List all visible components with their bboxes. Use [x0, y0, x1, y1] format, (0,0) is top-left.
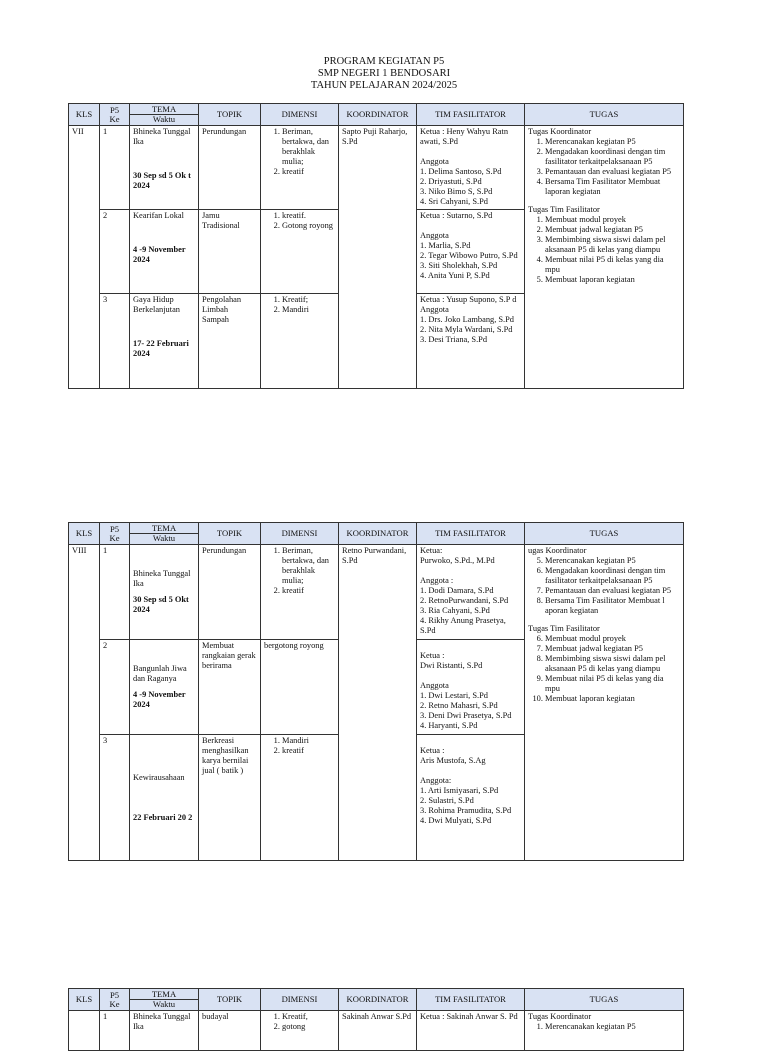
title-line-program: PROGRAM KEGIATAN P5	[323, 56, 445, 67]
tugas-item: 5. Membuat laporan kegiatan	[545, 275, 680, 285]
fasilitator-line: 4. Haryanti, S.Pd	[420, 721, 478, 730]
tema-cell	[130, 1011, 199, 1051]
tugas-koordinator-list	[528, 556, 680, 616]
fasilitator-line: 1. Delima Santoso, S.Pd	[420, 167, 502, 176]
tema-waktu: 30 Sep sd 5 Ok t 2024	[133, 171, 191, 190]
tugas-item: 5. Merencanakan kegiatan P5	[545, 556, 680, 566]
col-fasilitator: TIM FASILITATOR	[417, 104, 525, 126]
koordinator-cell: Sapto Puji Raharjo, S.Pd	[339, 126, 417, 389]
table-header	[69, 104, 684, 126]
dimensi-text: bergotong royong	[264, 641, 324, 650]
tugas-item: 7. Membuat jadwal kegiatan P5	[545, 644, 680, 654]
tugas-fasilitator-head: Tugas Tim Fasilitator	[528, 624, 600, 633]
dimensi-cell	[261, 735, 339, 861]
dimensi-item: 2. Mandiri	[282, 305, 335, 315]
fasilitator-line: Anggota	[420, 157, 449, 166]
koordinator-cell: Retno Purwandani, S.Pd	[339, 545, 417, 861]
table-row	[69, 126, 684, 210]
table-header	[69, 989, 684, 1011]
col-koordinator: KOORDINATOR	[339, 104, 417, 126]
fasilitator-line: 4. Anita Yuni P, S.Pd	[420, 271, 490, 280]
fasilitator-line: Purwoko, S.Pd., M.Pd	[420, 556, 495, 565]
dimensi-item: 1. Kreatif;	[282, 295, 335, 305]
fasilitator-cell	[417, 126, 525, 210]
kelas-cell: VIII	[69, 545, 100, 861]
tema-cell	[130, 294, 199, 389]
fasilitator-line: Aris Mustofa, S.Ag	[420, 756, 486, 765]
topik-cell: Membuat rangkaian gerak berirama	[199, 640, 261, 735]
dimensi-item: 1. Mandiri	[282, 736, 335, 746]
title-line-school: SMP NEGERI 1 BENDOSARI	[317, 68, 451, 79]
dimensi-cell	[261, 545, 339, 640]
spacer	[420, 736, 521, 746]
col-tema	[130, 523, 199, 545]
tugas-item: 1. Merencanakan kegiatan P5	[545, 1022, 680, 1032]
col-dimensi: DIMENSI	[261, 104, 339, 126]
col-koordinator: KOORDINATOR	[339, 523, 417, 545]
spacer	[420, 766, 521, 776]
dimensi-cell	[261, 210, 339, 294]
fasilitator-line: 2. Nita Myla Wardani, S.Pd	[420, 325, 513, 334]
col-p5ke-bot: Ke	[109, 113, 120, 124]
dimensi-list	[264, 127, 335, 177]
col-p5ke-top: P5	[109, 989, 120, 1000]
topik-cell: Berkreasi menghasilkan karya bernilai jual ( batik )	[199, 735, 261, 861]
tema-name: Kewirausahaan	[133, 772, 185, 782]
spacer	[420, 671, 521, 681]
tugas-item: 4. Bersama Tim Fasilitator Membuat laporan kegiatan	[545, 177, 680, 197]
p5-number-cell: 1	[100, 126, 130, 210]
dimensi-cell	[261, 640, 339, 735]
col-tugas: TUGAS	[525, 989, 684, 1011]
tema-name: Kearifan Lokal	[133, 211, 184, 220]
col-kls: KLS	[69, 989, 100, 1011]
dimensi-item: 2. kreatif	[282, 167, 335, 177]
col-tema-top: TEMA	[151, 104, 177, 114]
table-row	[69, 1011, 684, 1051]
tema-waktu: 4 -9 November 2024	[133, 245, 186, 264]
tugas-koordinator-block	[528, 127, 680, 197]
document-title	[0, 56, 768, 92]
col-topik: TOPIK	[199, 523, 261, 545]
fasilitator-line: 1. Arti Ismiyasari, S.Pd	[420, 786, 499, 795]
tugas-item: 6. Membuat modul proyek	[545, 634, 680, 644]
header-row	[69, 104, 684, 126]
dimensi-list	[264, 295, 335, 315]
fasilitator-line: 3. Niko Bimo S, S.Pd	[420, 187, 493, 196]
dimensi-item: 2. kreatif	[282, 746, 335, 756]
tugas-item: 8. Membimbing siswa siswi dalam pel aksanaan P5 di kelas yang diampu	[545, 654, 680, 674]
fasilitator-line: Anggota:	[420, 776, 452, 785]
tema-name: Gaya Hidup Berkelanjutan	[133, 295, 180, 314]
fasilitator-line: 2. RetnoPurwandani, S.Pd	[420, 596, 509, 605]
fasilitator-line: Ketua :	[420, 651, 445, 660]
tema-cell	[130, 210, 199, 294]
dimensi-item: 2. kreatif	[282, 586, 335, 596]
fasilitator-cell	[417, 210, 525, 294]
tugas-fasilitator-list	[528, 634, 680, 704]
dimensi-item: 2. Gotong royong	[282, 221, 335, 231]
tugas-fasilitator-block	[528, 205, 680, 285]
dimensi-cell	[261, 294, 339, 389]
dimensi-list	[264, 211, 335, 231]
fasilitator-line: 2. Retno Mahasri, S.Pd	[420, 701, 498, 710]
col-tema	[130, 989, 199, 1011]
col-dimensi: DIMENSI	[261, 989, 339, 1011]
col-fasilitator: TIM FASILITATOR	[417, 523, 525, 545]
fasilitator-cell	[417, 735, 525, 861]
col-p5ke	[100, 104, 130, 126]
tema-waktu: 22 Februari 20 2	[133, 812, 193, 822]
table-body	[69, 126, 684, 389]
tugas-item: 8. Bersama Tim Fasilitator Membuat l aporan kegiatan	[545, 596, 680, 616]
tema-waktu: 4 -9 November 2024	[133, 690, 186, 709]
col-p5ke-top: P5	[109, 104, 120, 115]
col-p5ke-bot: Ke	[109, 998, 120, 1009]
fasilitator-line: Anggota	[420, 231, 449, 240]
tugas-item: 7. Pemantauan dan evaluasi kegiatan P5	[545, 586, 680, 596]
p5-number-cell: 1	[100, 545, 130, 640]
topik-cell: budayal	[199, 1011, 261, 1051]
fasilitator-cell	[417, 545, 525, 640]
fasilitator-line: 1. Dwi Lestari, S.Pd	[420, 691, 488, 700]
header-row	[69, 523, 684, 545]
col-topik: TOPIK	[199, 104, 261, 126]
tugas-koordinator-head: Tugas Koordinator	[528, 127, 592, 136]
fasilitator-line: 4. Dwi Mulyati, S.Pd	[420, 816, 492, 825]
dimensi-item: 1. Kreatif,	[282, 1012, 335, 1022]
tema-name: Bhineka Tunggal Ika	[133, 1012, 191, 1031]
kelas-cell: VII	[69, 126, 100, 389]
p5-number-cell: 3	[100, 735, 130, 861]
dimensi-list	[264, 736, 335, 756]
col-topik: TOPIK	[199, 989, 261, 1011]
spacer	[420, 147, 521, 157]
tugas-cell	[525, 126, 684, 389]
p5-number-cell: 1	[100, 1011, 130, 1051]
dimensi-list	[264, 546, 335, 596]
col-tema	[130, 104, 199, 126]
col-tema-bot: Waktu	[130, 114, 198, 124]
fasilitator-line: 3. Ria Cahyani, S.Pd	[420, 606, 490, 615]
tugas-item: 3. Membimbing siswa siswi dalam pel aksanaan P5 di kelas yang diampu	[545, 235, 680, 255]
fasilitator-line: 3. Desi Triana, S.Pd	[420, 335, 488, 344]
fasilitator-line: Ketua :	[420, 746, 445, 755]
spacer	[420, 641, 521, 651]
col-kls: KLS	[69, 104, 100, 126]
dimensi-item: 2. gotong	[282, 1022, 335, 1032]
fasilitator-line: 3. Siti Sholekhah, S.Pd	[420, 261, 498, 270]
fasilitator-line: 1. Dodi Damara, S.Pd	[420, 586, 494, 595]
fasilitator-line: 1. Drs. Joko Lambang, S.Pd	[420, 315, 514, 324]
col-tema-top: TEMA	[151, 523, 177, 533]
tugas-item: 3. Pemantauan dan evaluasi kegiatan P5	[545, 167, 680, 177]
col-p5ke-bot: Ke	[109, 532, 120, 543]
p5-program-table-viii	[68, 522, 684, 861]
tema-cell	[130, 640, 199, 735]
fasilitator-line: 3. Deni Dwi Prasetya, S.Pd	[420, 711, 512, 720]
tema-waktu: 30 Sep sd 5 Okt 2024	[133, 595, 189, 614]
koordinator-cell: Sakinah Anwar S.Pd	[339, 1011, 417, 1051]
tugas-fasilitator-list	[528, 215, 680, 285]
fasilitator-line: 4. Rikhy Anung Prasetya, S.Pd	[420, 616, 506, 635]
p5-number-cell: 2	[100, 640, 130, 735]
dimensi-cell	[261, 126, 339, 210]
kelas-cell	[69, 1011, 100, 1051]
fasilitator-line: Ketua : Yusup Supono, S.P d	[420, 295, 517, 304]
dimensi-item: 1. Beriman, bertakwa, dan berakhlak mulia;	[282, 546, 335, 586]
table-row	[69, 545, 684, 640]
dimensi-list	[264, 1012, 335, 1032]
fasilitator-line: 2. Driyastuti, S.Pd	[420, 177, 482, 186]
tugas-koordinator-head: ugas Koordinator	[528, 546, 587, 555]
col-fasilitator: TIM FASILITATOR	[417, 989, 525, 1011]
dimensi-item: 1. kreatif.	[282, 211, 335, 221]
tugas-item: 2. Mengadakan koordinasi dengan tim fasilitator terkaitpelaksanaan P5	[545, 147, 680, 167]
tugas-koordinator-block	[528, 546, 680, 616]
tema-name: Bangunlah Jiwa dan Raganya	[133, 664, 187, 683]
tugas-koordinator-head: Tugas Koordinator	[528, 1012, 592, 1021]
fasilitator-line: Ketua : Heny Wahyu Ratn awati, S.Pd	[420, 127, 509, 146]
topik-cell: Jamu Tradisional	[199, 210, 261, 294]
p5-number-cell: 3	[100, 294, 130, 389]
tugas-item: 10. Membuat laporan kegiatan	[545, 694, 680, 704]
fasilitator-cell	[417, 294, 525, 389]
fasilitator-line: 1. Marlia, S.Pd	[420, 241, 471, 250]
p5-number-cell: 2	[100, 210, 130, 294]
fasilitator-line: Anggota :	[420, 576, 454, 585]
tema-cell	[130, 735, 199, 861]
col-p5ke	[100, 523, 130, 545]
p5-program-table-vii	[68, 103, 684, 389]
fasilitator-line: 2. Tegar Wibowo Putro, S.Pd	[420, 251, 518, 260]
tema-cell	[130, 545, 199, 640]
fasilitator-line: 2. Sulastri, S.Pd	[420, 796, 474, 805]
tema-name: Bhineka Tunggal Ika	[133, 127, 191, 146]
fasilitator-line: Anggota	[420, 681, 449, 690]
spacer	[420, 566, 521, 576]
tugas-item: 1. Merencanakan kegiatan P5	[545, 137, 680, 147]
fasilitator-line: 3. Rohima Pramudita, S.Pd	[420, 806, 512, 815]
topik-cell: Perundungan	[199, 545, 261, 640]
tugas-cell	[525, 545, 684, 861]
title-line-year: TAHUN PELAJARAN 2024/2025	[310, 80, 458, 91]
tema-cell	[130, 126, 199, 210]
tugas-item: 6. Mengadakan koordinasi dengan tim fasilitator terkaitpelaksanaan P5	[545, 566, 680, 586]
spacer	[420, 221, 521, 231]
tugas-koordinator-list	[528, 137, 680, 197]
fasilitator-line: Anggota	[420, 305, 449, 314]
tugas-item: 9. Membuat nilai P5 di kelas yang dia mpu	[545, 674, 680, 694]
col-p5ke	[100, 989, 130, 1011]
col-tema-top: TEMA	[151, 989, 177, 999]
fasilitator-cell: Ketua : Sakinah Anwar S. Pd	[417, 1011, 525, 1051]
col-tema-bot: Waktu	[130, 999, 198, 1009]
fasilitator-line: Dwi Ristanti, S.Pd	[420, 661, 483, 670]
topik-cell: Perundungan	[199, 126, 261, 210]
col-tema-bot: Waktu	[130, 533, 198, 543]
tugas-fasilitator-block	[528, 624, 680, 704]
fasilitator-line: 4. Sri Cahyani, S.Pd	[420, 197, 488, 206]
col-dimensi: DIMENSI	[261, 523, 339, 545]
table-body	[69, 1011, 684, 1051]
tema-name: Bhineka Tunggal Ika	[133, 569, 191, 588]
topik-cell: Pengolahan Limbah Sampah	[199, 294, 261, 389]
table-body	[69, 545, 684, 861]
tugas-item: 1. Membuat modul proyek	[545, 215, 680, 225]
col-kls: KLS	[69, 523, 100, 545]
col-koordinator: KOORDINATOR	[339, 989, 417, 1011]
dimensi-cell	[261, 1011, 339, 1051]
table-header	[69, 523, 684, 545]
col-p5ke-top: P5	[109, 523, 120, 534]
header-row	[69, 989, 684, 1011]
tema-waktu: 17- 22 Februari 2024	[133, 339, 189, 358]
tugas-fasilitator-head: Tugas Tim Fasilitator	[528, 205, 600, 214]
col-tugas: TUGAS	[525, 523, 684, 545]
col-tugas: TUGAS	[525, 104, 684, 126]
p5-program-table-ix	[68, 988, 684, 1051]
tugas-cell	[525, 1011, 684, 1051]
tugas-item: 4. Membuat nilai P5 di kelas yang dia mpu	[545, 255, 680, 275]
fasilitator-line: Ketua : Sutarno, S.Pd	[420, 211, 493, 220]
fasilitator-cell	[417, 640, 525, 735]
tugas-item: 2. Membuat jadwal kegiatan P5	[545, 225, 680, 235]
dimensi-item: 1. Beriman, bertakwa, dan berakhlak mulia;	[282, 127, 335, 167]
fasilitator-line: Ketua:	[420, 546, 443, 555]
